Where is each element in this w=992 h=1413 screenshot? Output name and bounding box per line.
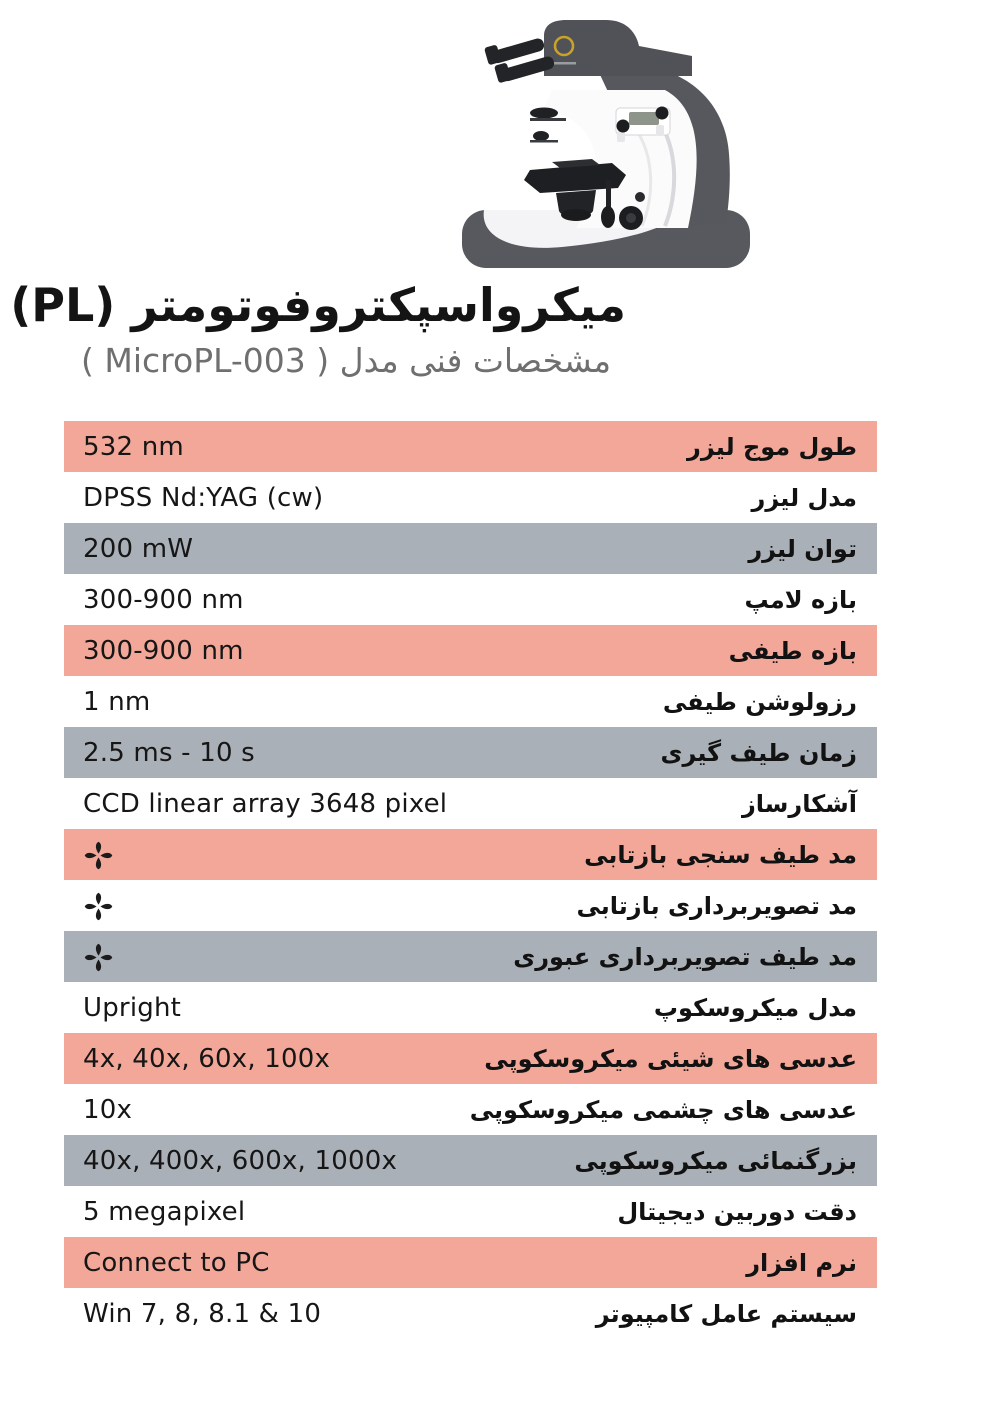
spec-value-text: 4x, 40x, 60x, 100x <box>83 1043 331 1074</box>
spec-row <box>64 1135 877 1186</box>
spec-value <box>64 940 114 973</box>
spec-value <box>64 687 150 717</box>
spec-row <box>64 625 877 676</box>
spec-value <box>64 483 323 513</box>
spec-row <box>64 982 877 1033</box>
spec-row <box>64 778 877 829</box>
spec-value <box>64 838 114 871</box>
spec-row <box>64 880 877 931</box>
four-petal-flower-icon <box>83 891 114 922</box>
spec-value <box>64 1248 270 1278</box>
spec-row <box>64 1084 877 1135</box>
spec-row <box>64 931 877 982</box>
spec-label: مد طیف سنجی بازتابی <box>584 840 857 869</box>
spec-row <box>64 421 877 472</box>
spec-row <box>64 727 877 778</box>
product-image <box>440 12 770 274</box>
spec-label: بازه طیفی <box>728 636 857 665</box>
spec-label: عدسی های چشمی میکروسکوپی <box>469 1095 857 1124</box>
spec-label: مد تصویربرداری بازتابی <box>576 891 857 920</box>
spec-value-text: DPSS Nd:YAG (cw) <box>83 482 324 513</box>
spec-value <box>64 1197 245 1227</box>
spec-value <box>64 585 244 615</box>
spec-label: زمان طیف گیری <box>660 738 857 767</box>
spec-value-text: 532 nm <box>83 431 184 462</box>
spec-value-text: Upright <box>83 992 182 1023</box>
spec-value <box>64 889 114 922</box>
spec-value <box>64 1095 132 1125</box>
condenser <box>556 190 596 221</box>
four-petal-flower-icon <box>83 840 114 871</box>
upright-microscope-illustration <box>440 12 770 274</box>
spec-row <box>64 523 877 574</box>
spec-value-text: 10x <box>83 1094 133 1125</box>
spec-value <box>64 1299 321 1329</box>
spec-row <box>64 1186 877 1237</box>
spec-label: مدل میکروسکوپ <box>653 993 857 1022</box>
spec-value <box>64 789 447 819</box>
spec-value <box>64 1146 397 1176</box>
spec-value <box>64 636 244 666</box>
spec-value-text: 1 nm <box>83 686 151 717</box>
spec-row <box>64 1237 877 1288</box>
spec-label: سیستم عامل کامپیوتر <box>595 1299 857 1328</box>
spec-row <box>64 1033 877 1084</box>
spec-value-text: CCD linear array 3648 pixel <box>83 788 448 819</box>
spec-value <box>64 1044 330 1074</box>
spec-row <box>64 1288 877 1339</box>
spec-value-text: Win 7, 8, 8.1 & 10 <box>83 1298 322 1329</box>
spec-label: توان لیزر <box>748 534 857 563</box>
spec-label: عدسی های شیئی میکروسکوپی <box>484 1044 857 1073</box>
spec-label: طول موج لیزر <box>687 432 857 461</box>
spec-label: بزرگنمائی میکروسکوپی <box>574 1146 857 1175</box>
spec-label: مد طیف تصویربرداری عبوری <box>513 942 857 971</box>
camera-head <box>544 20 692 76</box>
spec-value-text: 5 megapixel <box>83 1196 246 1227</box>
spec-row <box>64 829 877 880</box>
spec-value-text: 40x, 400x, 600x, 1000x <box>83 1145 398 1176</box>
spec-label: رزولوشن طیفی <box>662 687 857 716</box>
spec-table <box>64 421 877 1339</box>
spec-value <box>64 534 193 564</box>
spec-value-text: 2.5 ms - 10 s <box>83 737 255 768</box>
spec-value-text: 200 mW <box>83 533 194 564</box>
spec-value-text: 300-900 nm <box>83 635 244 666</box>
spec-label: نرم افزار <box>746 1248 857 1277</box>
page-subtitle: مشخصات فنی مدل ( MicroPL-003 ) <box>81 341 611 380</box>
four-petal-flower-icon <box>83 942 114 973</box>
spec-value-text: Connect to PC <box>83 1247 270 1278</box>
spec-value <box>64 993 181 1023</box>
spec-row <box>64 676 877 727</box>
page-title: میکرواسپکتروفوتومتر (PL) <box>10 278 626 332</box>
spec-value-text: 300-900 nm <box>83 584 244 615</box>
spec-value <box>64 738 255 768</box>
spec-label: آشکارساز <box>741 789 857 818</box>
spec-row <box>64 574 877 625</box>
spec-label: مدل لیزر <box>751 483 857 512</box>
spec-row <box>64 472 877 523</box>
spec-label: دقت دوربین دیجیتال <box>617 1197 857 1226</box>
spec-label: بازه لامپ <box>744 585 857 614</box>
spec-value <box>64 432 184 462</box>
